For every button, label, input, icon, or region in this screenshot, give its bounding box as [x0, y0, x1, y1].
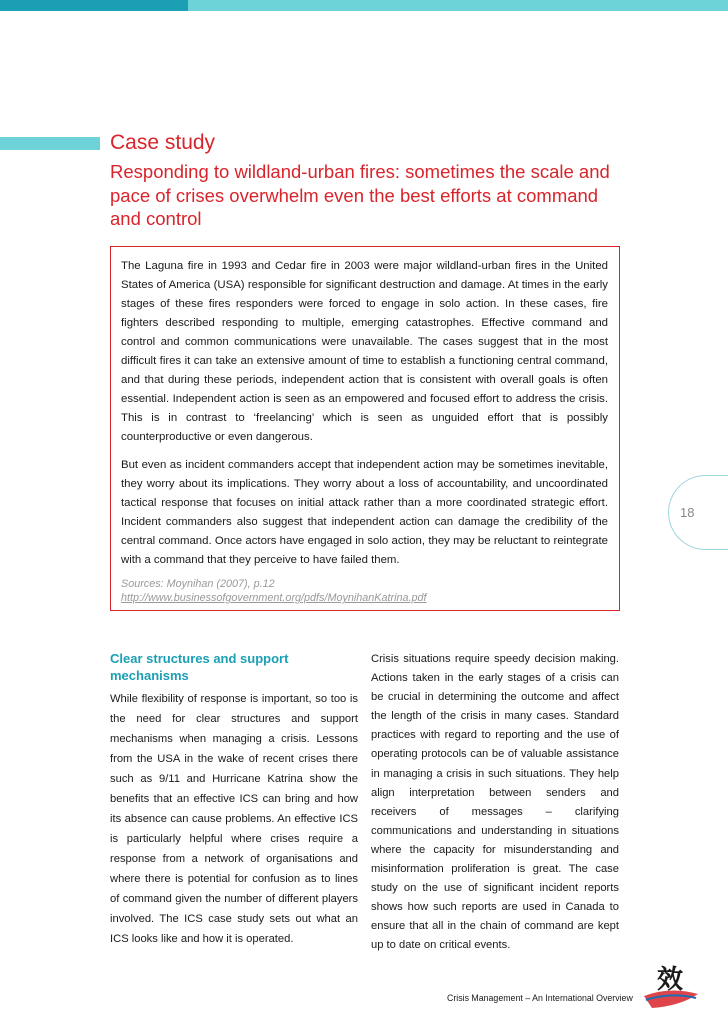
publisher-logo-icon [640, 960, 702, 1012]
left-column [110, 650, 358, 949]
top-bar-light [188, 0, 728, 11]
sources-label: Sources: Moynihan (2007), p.12 [121, 578, 275, 590]
sources [121, 577, 426, 605]
sources-link[interactable]: http://www.businessofgovernment.org/pdfs/MoynihanKatrina.pdf [121, 592, 427, 604]
case-paragraph-2: But even as incident commanders accept that independent action may be sometimes inevitable, they worry about its implications. They worry about a loss of accountability, and uncoordinated tactical response that focuses on initial attack rather than a more coordinated strategic effort. Incident commanders also suggest that independent action can damage the credibility of the central command. Once actors have engaged in solo action, they may be reluctant to reintegrate with a command that they perceive to have failed them. [121, 459, 608, 566]
case-study-box [110, 246, 620, 611]
footer-publication-title: Crisis Management – An International Overview [447, 993, 633, 1003]
side-accent-bar [0, 137, 100, 150]
left-column-body: While flexibility of response is important, so too is the need for clear structures and support mechanisms when managing a crisis. Lessons from the USA in the wake of recent crises there such as 9/11 and Hurricane Katrina show the benefits that an effective ICS can bring and how its absence can cause problems. An effective ICS is particularly helpful where crises require a response from a network of organisations and where there is potential for confusion as to lines of command given the number of different players involved. The ICS case study sets out what an ICS looks like and how it is operated. [110, 693, 358, 945]
right-column-body: Crisis situations require speedy decision making. Actions taken in the early stages of a crisis can be crucial in determining the outcome and affect the length of the crisis in many cases. Standard practices with regard to reporting and the use of operating protocols can be of valuable assistance in managing a crisis in such situations. They help align interpretation between senders and receivers of messages – clarifying communications and understanding in situations where the capacity for misunderstanding and misinformation proliferation is great. The case study on the use of significant incident reports shows how such reports are used in Canada to ensure that all in the chain of command are kept up to date on critical events. [371, 653, 619, 952]
logo-glyph: 效 [656, 965, 684, 995]
page-number-circle [668, 475, 728, 550]
right-column [371, 650, 619, 956]
top-bar-dark [0, 0, 188, 11]
case-paragraph-1: The Laguna fire in 1993 and Cedar fire in 2003 were major wildland-urban fires in the United States of America (USA) responsible for significant destruction and damage. At times in the early stages of these fires responders were forced to engage in solo action. In these cases, fire fighters described responding to multiple, emerging catastrophes. Effective command and control and common communications were unavailable. The cases suggest that in the most difficult fires it can take an extensive amount of time to establish a functioning central command, and that during these periods, independent action that is consistent with overall goals is often essential. Independent action is seen as an empowered and focused effort to address the crisis. This is in contrast to ‘freelancing’ which is seen as unguided effort that is possibly counterproductive or even dangerous. [121, 260, 608, 443]
case-study-title: Responding to wildland-urban fires: sometimes the scale and pace of crises overwhelm even the best efforts at command and control [110, 161, 610, 229]
case-study-label: Case study [110, 131, 216, 154]
section-heading: Clear structures and support mechanisms [110, 651, 289, 683]
page-number: 18 [680, 505, 695, 520]
